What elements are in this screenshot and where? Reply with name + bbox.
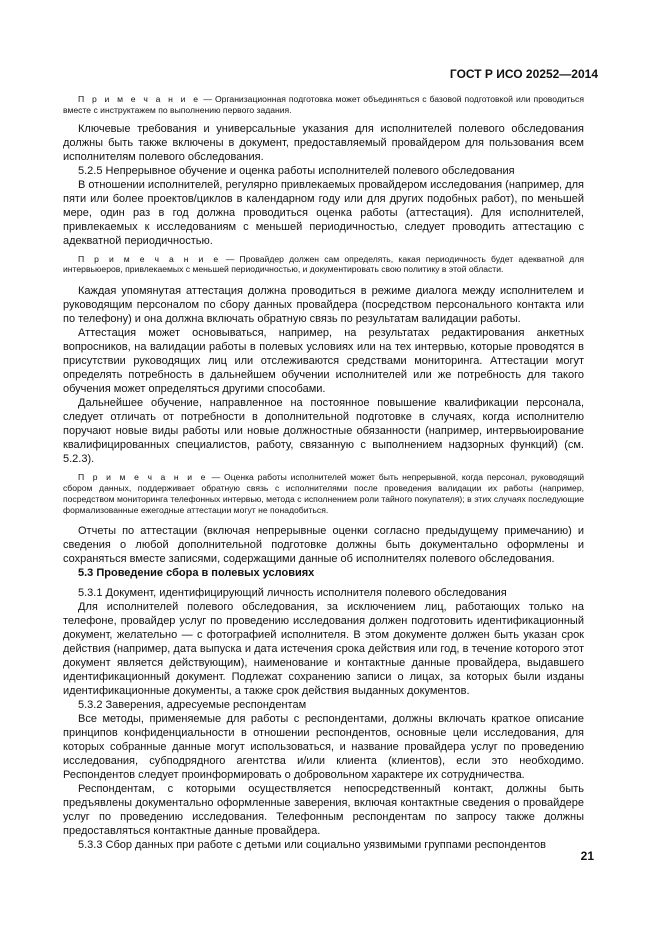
- page-number: 21: [580, 849, 594, 863]
- paragraph: Каждая упомянутая аттестация должна проводиться в режиме диалога между исполнителем и руководящим персоналом по сбору данных провайдера (посредством персонального контакта или по телефону) и она должна включать обратную связь по результатам валидации работы.: [63, 285, 584, 326]
- paragraph: Для исполнителей полевого обследования, за исключением лиц, работающих только на телефоне, провайдер услуг по проведению исследования должен подготовить идентификационный документ, желательно — с фотографией исполнителя. В этом документе должен быть указан срок действия (например, дата выпуска и дата истечения срока действия или год, в течение которого этот документ является действующим), наименование и контактные данные провайдера, выдавшего идентификационный документ. Подлежат сохранению записи о лицах, за которых были изданы идентификационные документы, а также срок действия выданных документов.: [63, 601, 584, 698]
- note-label: П р и м е ч а н и е: [78, 253, 221, 264]
- subsection-heading: 5.2.5 Непрерывное обучение и оценка работы исполнителей полевого обследования: [78, 164, 515, 177]
- paragraph: Респондентам, с которыми осуществляется непосредственный контакт, должны быть предъявлены документально оформленные заверения, включая контактные сведения о провайдере услуг по проведению исследования. Телефонным респондентам по запросу также должны предоставляться контактные данные провайдера.: [63, 783, 584, 838]
- section-heading: 5.3 Проведение сбора в полевых условиях: [78, 567, 315, 580]
- paragraph: Аттестация может основываться, например, на результатах редактирования анкетных вопросников, на валидации работы в полевых условиях или на тех интервью, которые проводятся в присутствии руководящих лиц или отслеживаются средствами мониторинга. Аттестации могут определять потребность в дальнейшем обучении исполнителей или же потребность для такого обучения может определяться другими способами.: [63, 327, 584, 396]
- paragraph: Все методы, применяемые для работы с респондентами, должны включать краткое описание принципов конфиденциальности в отношении респондентов, основные цели исследования, для которых собранные данные могут использоваться, и название провайдера услуг по проведению исследования, субподрядного агентства и/или клиента (клиентов), если это необходимо. Респондентов следует проинформировать о добровольном характере их сотрудничества.: [63, 713, 584, 782]
- note-text: Организационная подготовка может объединяться с базовой подготовкой или проводиться вместе с инструктажем по выполнению первого задания.: [63, 94, 584, 115]
- paragraph: В отношении исполнителей, регулярно привлекаемых провайдером исследования (например, для пяти или более проектов/циклов в календарном году или для других подобных работ), по меньшей мере, один раз в год должна проводиться оценка работы (аттестация). Для исполнителей, привлекаемых к исследованиям с меньшей периодичностью, следует проводить аттестацию с адекватной периодичностью.: [63, 178, 584, 247]
- note: П р и м е ч а н и е — Оценка работы исполнителей может быть непрерывной, когда персонал, руководящий сбором данных, поддерживает обратную связь с исполнителями после проведения валидации их работы (например, посредством мониторинга телефонных интервью, метода с исполнением роли тайного покупателя); в этих случаях последующие формализованные ежегодные аттестации могут не понадобиться.: [63, 472, 584, 515]
- subsection-heading: 5.3.2 Заверения, адресуемые респондентам: [78, 699, 307, 712]
- note: П р и м е ч а н и е — Провайдер должен сам определять, какая периодичность будет адекватной для интервьюеров, привлекаемых с меньшей периодичностью, и документировать свою политику в этой области.: [63, 253, 584, 275]
- paragraph: Ключевые требования и универсальные указания для исполнителей полевого обследования должны быть также включены в документ, предоставляемый провайдером для пользования всем исполнителям полевого обследования.: [63, 122, 584, 163]
- document-header: ГОСТ Р ИСО 20252—2014: [449, 67, 598, 81]
- subsection-heading: 5.3.1 Документ, идентифицирующий личность исполнителя полевого обследования: [78, 587, 507, 600]
- note-text: Провайдер должен сам определять, какая периодичность будет адекватной для интервьюеров, привлекаемых с меньшей периодичностью, и документировать свою политику в этой области.: [63, 253, 584, 275]
- note-label: П р и м е ч а н и е: [78, 472, 208, 483]
- note-label: П р и м е ч а н и е: [78, 94, 201, 104]
- note-text: Оценка работы исполнителей может быть непрерывной, когда персонал, руководящий сбором данных, поддерживает обратную связь с исполнителями после проведения валидации их работы (например, посредством мониторинга телефонных интервью, метода с исполнением роли тайного покупателя); в этих случаях последующие формализованные ежегодные аттестации могут не понадобиться.: [63, 472, 584, 515]
- document-body: [63, 94, 584, 852]
- subsection-heading: 5.3.3 Сбор данных при работе с детьми или социально уязвимыми группами респондентов: [78, 839, 546, 852]
- note: П р и м е ч а н и е — Организационная подготовка может объединяться с базовой подготовкой или проводиться вместе с инструктажем по выполнению первого задания.: [63, 94, 584, 115]
- paragraph: Дальнейшее обучение, направленное на постоянное повышение квалификации персонала, следует отличать от потребности в дополнительной подготовке в случаях, когда исполнителю поручают новые виды работы или новые должностные обязанности (например, интервьюирование квалифицированных специалистов, работу, связанную с выполнением надзорных функций) (см. 5.2.3).: [63, 397, 584, 466]
- paragraph: Отчеты по аттестации (включая непрерывные оценки согласно предыдущему примечанию) и сведения о любой дополнительной подготовке должны быть документально оформлены и сохраняться вместе записями, содержащими данные об исполнителях полевого обследования.: [63, 525, 584, 566]
